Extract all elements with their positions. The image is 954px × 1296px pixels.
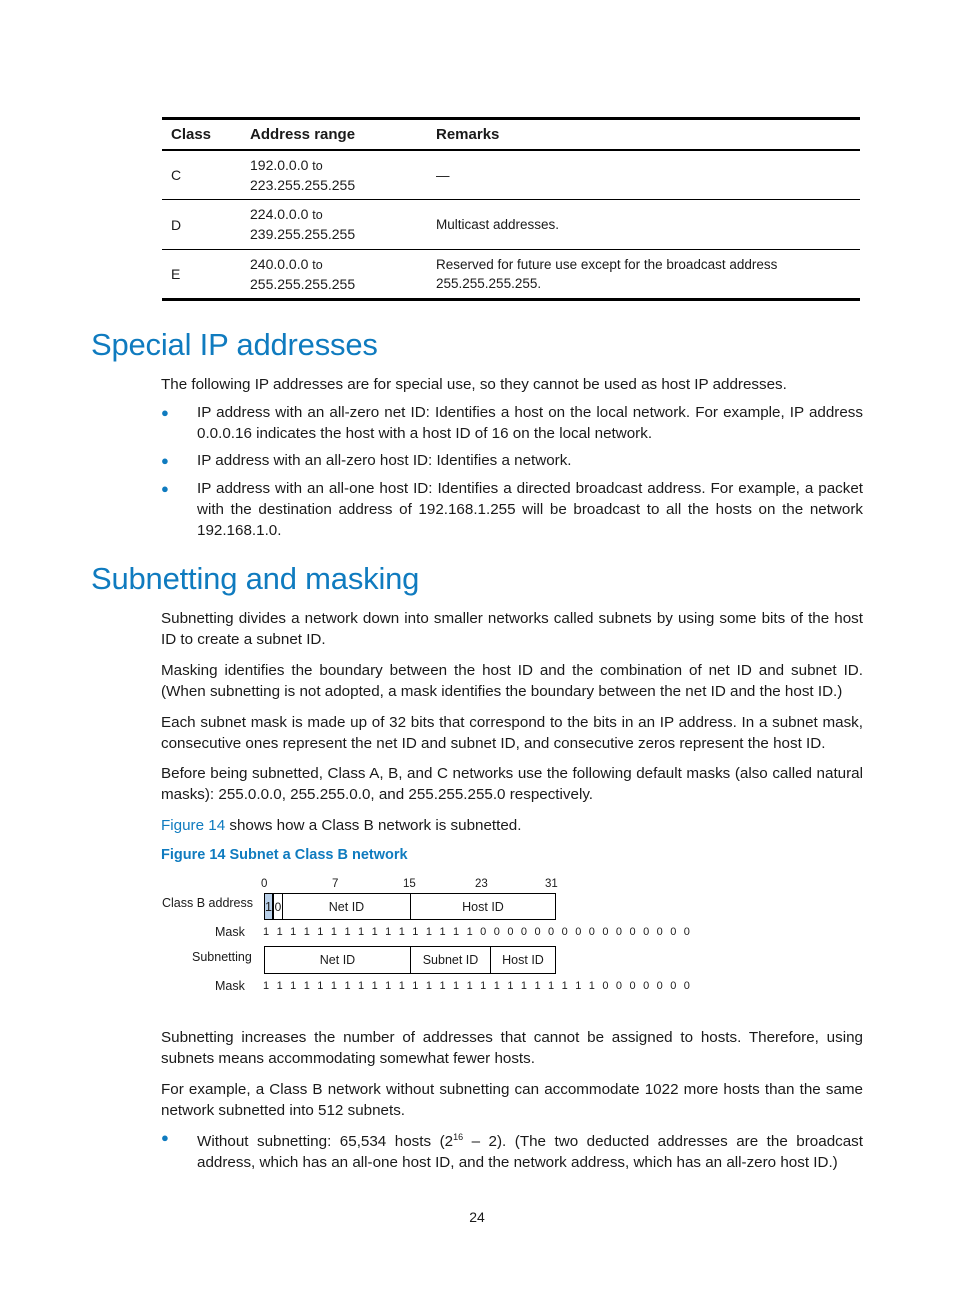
- paragraph: Before being subnetted, Class A, B, and C networks use the following default masks (also called natural masks): 255.0.0.0, 255.255.0.0, and 255.255.255.0 respectively.: [161, 765, 863, 803]
- paragraph-figure-ref: [161, 815, 863, 836]
- header-class: Class: [171, 126, 212, 143]
- remark-line-1: Multicast addresses.: [436, 217, 560, 232]
- subnet-id-box: Subnet ID: [410, 946, 491, 974]
- page-number: 24: [469, 1209, 485, 1225]
- bit-label: 15: [403, 878, 416, 890]
- cell-remarks: [436, 166, 860, 185]
- bullet-icon: ●: [161, 405, 169, 420]
- range-to: 223.255.255.255: [250, 176, 356, 193]
- subnetting-label: Subnetting: [192, 950, 252, 964]
- address-class-table: [162, 117, 860, 301]
- table-header-row: [162, 120, 860, 151]
- bit-label: 23: [475, 878, 488, 890]
- net-id-box: Net ID: [264, 946, 411, 974]
- figure-14-link[interactable]: Figure 14: [161, 817, 226, 834]
- bullet-text: IP address with an all-zero net ID: Identifies a host on the local network. For example, IP address 0.0.0.16 indicates the host with a host ID of 16 on the local network.: [197, 404, 863, 442]
- bit-label: 0: [261, 878, 268, 890]
- table-row: [162, 151, 860, 200]
- paragraph: Subnetting increases the number of addresses that cannot be assigned to hosts. Therefore, using subnets means accommodating somewhat fewer hosts.: [161, 1029, 863, 1067]
- class-bit-1: 1: [264, 893, 273, 920]
- host-id-box: Host ID: [410, 893, 556, 920]
- range-from: 224.0.0.0: [250, 206, 309, 222]
- section-title-subnetting: Subnetting and masking: [91, 561, 420, 596]
- bit-label: 7: [332, 878, 339, 890]
- figure-caption: Figure 14 Subnet a Class B network: [161, 847, 408, 863]
- table-row: [162, 200, 860, 250]
- cell-range: [250, 205, 436, 244]
- mask-bits: 1 1 1 1 1 1 1 1 1 1 1 1 1 1 1 1 1 1 1 1 1 1 1 1 1 0 0 0 0 0 0 0: [263, 980, 693, 992]
- class-b-address-label: Class B address: [162, 896, 254, 910]
- remark-line-1: Reserved for future use except for the broadcast address: [436, 257, 778, 272]
- exponent: 16: [453, 1132, 464, 1142]
- header-remarks: Remarks: [436, 126, 500, 143]
- cell-class: E: [171, 266, 181, 282]
- cell-class: C: [171, 167, 182, 183]
- paragraph: Masking identifies the boundary between the host ID and the combination of net ID and subnet ID. (When subnetting is not adopted, a mask identifies the boundary between the net ID and the host ID.): [161, 662, 863, 700]
- cell-remarks: [436, 255, 860, 293]
- bullet-icon: ●: [161, 1130, 169, 1145]
- class-bit-0: 0: [273, 893, 283, 920]
- list-item: [161, 450, 863, 471]
- remark-line-2: 255.255.255.255.: [436, 276, 542, 291]
- bullet-text-b: – 2). (The two deducted addresses are the broadcast address, which has an all-one host ID, and the network address, which has an all-zero host ID.): [197, 1133, 863, 1172]
- range-to-word: to: [312, 158, 323, 173]
- list-item: [161, 478, 863, 541]
- mask-label: Mask: [215, 925, 245, 939]
- bullet-text-a: Without subnetting: 65,534 hosts (2: [197, 1133, 454, 1151]
- range-to-word: to: [312, 208, 323, 222]
- paragraph: Subnetting divides a network down into smaller networks called subnets by using some bits of the host ID to create a subnet ID.: [161, 610, 863, 648]
- cell-range: [250, 156, 436, 195]
- host-id-box: Host ID: [490, 946, 556, 974]
- range-to: 255.255.255.255: [250, 275, 356, 292]
- special-intro: The following IP addresses are for special use, so they cannot be used as host IP addresses.: [161, 376, 787, 393]
- figure-ref-text: shows how a Class B network is subnetted.: [225, 817, 522, 834]
- bullet-text: IP address with an all-zero host ID: Identifies a network.: [197, 452, 572, 469]
- cell-remarks: [436, 215, 860, 234]
- list-item: [161, 1127, 863, 1173]
- bit-label: 31: [545, 878, 558, 890]
- bullet-text: IP address with an all-one host ID: Identifies a directed broadcast address. For example, a packet with the destination address of 192.168.1.255 will be broadcast to all the hosts on the network 192.168.1.0.: [197, 480, 863, 539]
- section-title-special-ip: Special IP addresses: [91, 327, 378, 362]
- cell-class: D: [171, 216, 182, 233]
- list-item: [161, 402, 863, 444]
- header-address-range: Address range: [250, 126, 356, 143]
- range-from: 240.0.0.0: [250, 255, 309, 272]
- subnet-diagram: [160, 874, 693, 999]
- mask-bits: 1 1 1 1 1 1 1 1 1 1 1 1 1 1 1 1 0 0 0 0 0 0 0 0 0 0 0 0 0 0 0 0: [263, 926, 693, 938]
- cell-range: [250, 255, 436, 294]
- bullet-icon: ●: [161, 481, 169, 496]
- range-from: 192.0.0.0: [250, 156, 309, 173]
- net-id-box: Net ID: [282, 893, 411, 920]
- bullet-icon: ●: [161, 453, 169, 468]
- paragraph: Each subnet mask is made up of 32 bits that correspond to the bits in an IP address. In a subnet mask, consecutive ones represent the net ID and subnet ID, and consecutive zeros represent the host ID.: [161, 714, 863, 752]
- mask-label: Mask: [215, 979, 245, 993]
- range-to-word: to: [312, 257, 323, 272]
- table-row: [162, 250, 860, 301]
- bullet-text: [197, 1127, 863, 1173]
- paragraph: For example, a Class B network without subnetting can accommodate 1022 more hosts than the same network subnetted into 512 subnets.: [161, 1081, 863, 1119]
- range-to: 239.255.255.255: [250, 226, 356, 242]
- remark-line-1: —: [436, 167, 450, 183]
